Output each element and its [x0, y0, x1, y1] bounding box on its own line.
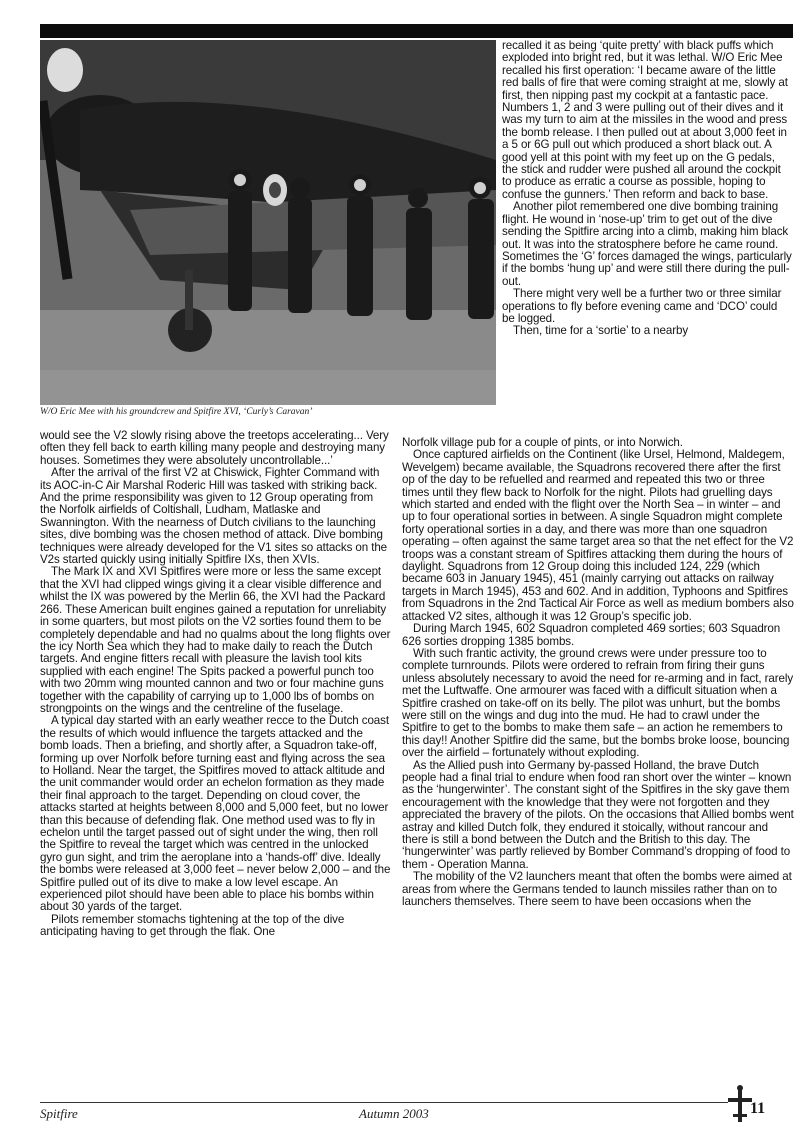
article-paragraph: Once captured airfields on the Continent (like Ursel, Helmond, Maldegem, Wevelgem) became available, the Squadrons recovered there after the first op of the day to be refuelled and rearmed and repeated this two or three times until they flew back to Norfolk for the night. Pilots had gruelling days which started and ended with the flight over the North Sea – in winter – and up to four operational sorties in between. A single Squadron might complete forty operational sorties in a day, and there was more than one squadron operating – often against the same target area so that the net effect for the V2 troops was a constant stream of Spitfires attacking them during the hours of daylight. Squadrons from 12 Group doing this included 124, 229 (which became 603 in January 1945), 451 (mainly carrying out attacks on railway targets in March 1945), 453 and 602. And in addition, Typhoons and Spitfires from Squadrons in the 2nd Tactical Air Force as well as medium bombers also attacked V2 sites, although it was 12 Group’s specific job. [402, 448, 794, 623]
article-paragraph: Then, time for a ‘sortie’ to a nearby [513, 324, 689, 338]
article-paragraph: After the arrival of the first V2 at Chiswick, Fighter Command with its AOC-in-C Air Marshal Roderic Hill was tasked with striking back. And the prime responsibility was given to 12 Group operating from the Norfolk airfields of Coltishall, Ludham, Matlaske and Swannington. With the nearness of Dutch civilians to the launching sites, dive bombing was the chosen method of attack. Dive bombing techniques were already developed for the V1 sites so attacks on the V2s started quickly using initially Spitfire IXs, then XVIs. [40, 466, 388, 567]
footer-issue-date: Autumn 2003 [359, 1106, 429, 1121]
article-paragraph: There might very well be a further two or three similar operations to fly before evening came and ‘DCO’ could be logged. [502, 287, 782, 325]
article-paragraph: Norfolk village pub for a couple of pints, or into Norwich. [402, 436, 683, 449]
footer-publication-title: Spitfire [40, 1106, 78, 1121]
article-column-right [402, 437, 794, 908]
spitfire-plane-icon [728, 1084, 752, 1124]
article-paragraph: During March 1945, 602 Squadron completed 469 sorties; 603 Squadron 626 sorties dropping 1385 bombs. [402, 622, 781, 648]
footer-rule [40, 1102, 728, 1103]
article-paragraph: Pilots remember stomachs tightening at the top of the dive anticipating having to get through the flak. One [40, 912, 345, 939]
top-rule [40, 24, 793, 38]
article-paragraph: recalled it as being ‘quite pretty’ with black puffs which exploded into bright red, but it was lethal. W/O Eric Mee recalled his first operation: ‘I became aware of the little red balls of fire that were coming straight at me, slowly at first, then nipping past my cockpit at a fantastic pace. Numbers 1, 2 and 3 were pulling out of their dives and it was my turn to aim at the missiles in the wood and press the bomb release. I then pulled out at about 3,000 feet in a 5 or 6G pull out which produced a short black out. A good yell at this point with my feet up on the G pedals, the stick and rudder were pushed all around the cockpit to produce as erratic a course as possible, hoping to confuse the gunners.’ Then reform and back to base. [502, 39, 788, 201]
article-paragraph: With such frantic activity, the ground crews were under pressure too to complete turnrounds. Pilots were ordered to refrain from firing their guns unless absolutely necessary to avoid the need for re-arming and in fact, rarely met the Luftwaffe. One armourer was faced with a difficult situation when a Spitfire crashed on take-off on its belly. The pilot was unhurt, but the bombs were still on the wings and dug into the mud. He had to crawl under the Spitfire to get to the bombs to make them safe – an action he remembers to this day!! Another Spitfire did the same, but the bombs broke loose, bouncing over the airfield – fortunately without exploding. [402, 646, 794, 760]
article-paragraph: A typical day started with an early weather recce to the Dutch coast the results of which would influence the targets attacked and the bomb loads. Then a briefing, and shortly after, a Squadron take-off, forming up over Norfolk before turning east and flying across the sea to Holland. Near the target, the Spitfires moved to attack altitude and the unit commander would order an echelon formation as they made their final approach to the target. Depending on cloud cover, the attacks started at heights between 8,000 and 5,000 feet, but no lower than this because of defending flak. One method used was to fly in echelon until the target passed out of sight under the wing, then roll the Spitfire to reveal the target which was centred in the unlocked gyro gun sight, and trim the aeroplane into a ‘hands-off’ dive. Ideally the bombs were released at 3,000 feet – never below 2,000 – and the Spitfire pulled out of its dive to make a low level escape. An experienced pilot should have been able to place his bombs within about 30 yards of the target. [40, 714, 391, 914]
article-column-left [40, 430, 392, 939]
article-paragraph: The Mark IX and XVI Spitfires were more or less the same except that the XVI had clipped wings giving it a clear visible difference and whilst the IX was powered by the Merlin 66, the XVI had the Packard 266. These American built engines gained a reputation for unreliabity in some quarters, but most pilots on the V2 sorties found them to be completely dependable and had no qualms about the long flights over the icy North Sea which they had to make daily to reach the Dutch targets. And engine fitters recall with pleasure the lavish tool kits supplied with each engine! The Spits packed a powerful punch too with two 20mm wing mounted cannon and two or four machine guns together with the capability of carrying up to 1,000 lbs of bombs on strongpoints on the wings and the centreline of the fuselage. [40, 565, 391, 715]
photo-illustration [40, 40, 496, 405]
page-number: 11 [750, 1100, 766, 1117]
article-paragraph: would see the V2 slowly rising above the treetops accelerating... Very often they fell back to earth killing many people and destroying many houses. Sometimes they were absolutely uncontrollable...’ [40, 429, 389, 467]
article-paragraph: The mobility of the V2 launchers meant that often the bombs were aimed at areas from where the Germans tended to launch missiles rather than on to launchers themselves. There seem to have been occasions when the [402, 870, 792, 909]
article-column-right-top [502, 40, 792, 338]
article-paragraph: As the Allied push into Germany by-passed Holland, the brave Dutch people had a final trial to endure when food ran short over the winter – known as the ‘hungerwinter’. The constant sight of the Spitfires in the sky gave them encouragement with the knowledge that they were not forgotten and they appreciated the bravery of the pilots. On the occasions that Allied bombs went astray and killed Dutch folk, they endured it stoically, without rancour and there is still a bond between the Dutch and the British to this day. The ‘hungerwinter’ was partly relieved by Bomber Command’s dropping of food to them - Operation Manna. [402, 758, 794, 871]
photo-caption: W/O Eric Mee with his groundcrew and Spitfire XVI, ‘Curly’s Caravan’ [40, 407, 313, 417]
photo-pilot-groundcrew-spitfire [40, 40, 496, 405]
article-paragraph: Another pilot remembered one dive bombing training flight. He wound in ‘nose-up’ trim to get out of the dive sending the Spitfire arcing into a climb, making him black out. It was into the stratosphere before he came round. Sometimes the ‘G’ forces damaged the wings, particularly if the bombs ‘hung up’ and were still there during the pull-out. [502, 200, 792, 288]
